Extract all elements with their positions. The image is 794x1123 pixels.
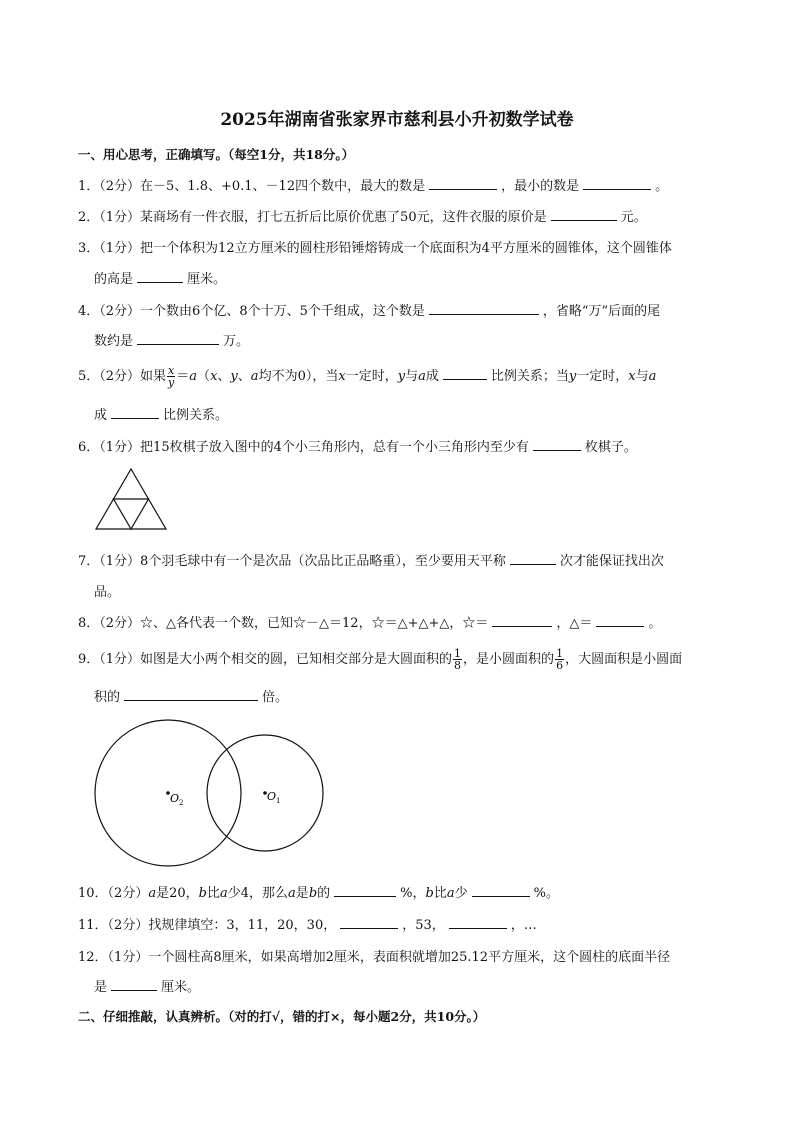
question-6 bbox=[78, 436, 637, 455]
q5-text-c: （ bbox=[197, 369, 211, 384]
q11-blank-2[interactable] bbox=[449, 915, 507, 929]
question-8 bbox=[78, 612, 661, 631]
q11-blank-1[interactable] bbox=[340, 915, 398, 929]
q8-text-c: 。 bbox=[648, 616, 662, 631]
q5-blank-1[interactable] bbox=[443, 366, 487, 380]
q5-text-e: 、 bbox=[237, 369, 251, 384]
q9-blank-1[interactable] bbox=[124, 687, 258, 701]
question-4-cont bbox=[94, 330, 249, 349]
q11-text-a: 11．（2分）找规律填空：3，11，20，30， bbox=[78, 918, 337, 933]
q12-text-a: 12．（1分）一个圆柱高8厘米，如果高增加2厘米，表面积就增加25.12平方厘米，这个圆柱的底面半径 bbox=[78, 950, 671, 965]
q10-text-m: %。 bbox=[533, 886, 559, 901]
intersecting-circles-figure bbox=[90, 712, 330, 867]
q4-text-d: 万。 bbox=[223, 334, 250, 349]
q5-var: y bbox=[397, 369, 406, 384]
q7-text-c: 品。 bbox=[94, 585, 121, 600]
q1-text-b: ，最小的数是 bbox=[501, 179, 580, 194]
q5-frac-den: y bbox=[168, 376, 175, 389]
q5-var: x bbox=[628, 369, 636, 384]
q1-blank-2[interactable] bbox=[583, 176, 651, 190]
q9-frac2-den: 6 bbox=[556, 659, 564, 672]
q9-text-c: ，大圆面积是小圆面 bbox=[565, 652, 683, 667]
exam-title: 2025年湖南省张家界市慈利县小升初数学试卷 bbox=[220, 110, 574, 130]
q10-text-k: 少 bbox=[454, 886, 468, 901]
q5-text-f: 均不为0），当 bbox=[258, 369, 339, 384]
q5-text-a: 5．（2分）如果 bbox=[78, 369, 167, 384]
q4-text-c: 数约是 bbox=[94, 334, 134, 349]
question-9 bbox=[78, 648, 682, 671]
question-5-cont bbox=[94, 404, 228, 423]
q9-text-a: 9．（1分）如图是大小两个相交的圆，已知相交部分是大圆面积的 bbox=[78, 652, 453, 667]
q5-text-m: 比例关系；当 bbox=[490, 369, 569, 384]
q10-var: b bbox=[308, 886, 318, 901]
q11-text-b: ，53， bbox=[402, 918, 445, 933]
q5-eq: ＝ bbox=[176, 369, 190, 384]
q8-text-a: 8．（2分）☆、△各代表一个数，已知☆－△＝12，☆＝△+△+△，☆＝ bbox=[78, 616, 489, 631]
q9-text-b: ，是小圆面积的 bbox=[463, 652, 555, 667]
question-12 bbox=[78, 946, 670, 965]
q5-text-q: 比例关系。 bbox=[163, 408, 229, 423]
q8-blank-2[interactable] bbox=[596, 613, 644, 627]
question-12-cont bbox=[94, 976, 200, 995]
q5-var: a bbox=[250, 369, 259, 384]
question-3-cont bbox=[94, 268, 226, 287]
q12-text-b: 是 bbox=[94, 980, 108, 995]
q3-text-b: 的高是 bbox=[94, 272, 134, 287]
question-4 bbox=[78, 300, 660, 319]
q5-blank-2[interactable] bbox=[111, 405, 159, 419]
q1-text-a: 1．（2分）在－5、1.8、+0.1、－12四个数中，最大的数是 bbox=[78, 179, 426, 194]
q4-text-a: 4．（2分）一个数由6个亿、8个十万、5个千组成，这个数是 bbox=[78, 304, 425, 319]
q10-text-b: 是20， bbox=[156, 886, 199, 901]
q10-var: b bbox=[425, 886, 434, 901]
question-2 bbox=[78, 206, 647, 225]
q5-var: x bbox=[338, 369, 346, 384]
q7-text-a: 7．（1分）8个羽毛球中有一个是次品（次品比正品略重），至少要用天平称 bbox=[78, 554, 506, 569]
q10-var: b bbox=[198, 886, 207, 901]
question-7-cont bbox=[94, 581, 120, 600]
q9-fraction-2 bbox=[555, 648, 564, 671]
q10-text-a: 10．（2分） bbox=[78, 886, 149, 901]
q10-var: a bbox=[446, 886, 455, 901]
question-7 bbox=[78, 550, 664, 569]
q8-text-b: ，△＝ bbox=[556, 616, 593, 631]
label-o2: $O_2$ bbox=[170, 792, 184, 807]
q8-blank-1[interactable] bbox=[492, 613, 552, 627]
q10-var: a bbox=[288, 886, 296, 901]
q5-frac-num: x bbox=[168, 364, 175, 377]
q5-fraction bbox=[167, 365, 175, 388]
q1-blank-1[interactable] bbox=[429, 176, 497, 190]
question-3 bbox=[78, 237, 672, 256]
inner-triangle bbox=[114, 499, 149, 529]
question-10 bbox=[78, 882, 559, 901]
q5-var: a bbox=[418, 369, 426, 384]
q6-text-b: 枚棋子。 bbox=[584, 440, 637, 455]
q4-blank-1[interactable] bbox=[429, 301, 539, 315]
q10-text-d: 少4，那么 bbox=[227, 886, 289, 901]
q4-text-b: ，省略“万”后面的尾 bbox=[542, 304, 661, 319]
q9-frac2-num: 1 bbox=[556, 647, 564, 660]
q3-blank-1[interactable] bbox=[137, 269, 183, 283]
q10-text-h: 比 bbox=[433, 886, 447, 901]
q10-text-g: %， bbox=[400, 886, 426, 901]
q10-text-f: 的 bbox=[317, 886, 331, 901]
q4-blank-2[interactable] bbox=[137, 331, 219, 345]
section-1-heading: 一、用心思考，正确填写。（每空1分，共18分。） bbox=[78, 147, 355, 162]
q5-var: y bbox=[230, 369, 238, 384]
q11-text-c: ，… bbox=[510, 918, 537, 933]
q12-blank-1[interactable] bbox=[111, 977, 157, 991]
q5-var: y bbox=[568, 369, 577, 384]
q2-text-b: 元。 bbox=[620, 210, 647, 225]
q5-text-h: 与 bbox=[405, 369, 419, 384]
q12-text-c: 厘米。 bbox=[161, 980, 201, 995]
question-9-cont bbox=[94, 686, 288, 705]
q7-blank-1[interactable] bbox=[510, 551, 556, 565]
q9-text-e: 倍。 bbox=[262, 690, 289, 705]
q10-var: a bbox=[148, 886, 157, 901]
q5-text-k: 成 bbox=[425, 369, 439, 384]
q10-text-e: 是 bbox=[295, 886, 309, 901]
q5-text-o: 与 bbox=[635, 369, 649, 384]
q9-fraction-1 bbox=[453, 648, 462, 671]
q3-text-c: 厘米。 bbox=[187, 272, 227, 287]
q3-text-a: 3．（1分）把一个体积为12立方厘米的圆柱形铅锤熔铸成一个底面积为4平方厘米的圆锥体，这个圆锥体 bbox=[78, 241, 672, 256]
triangle-figure bbox=[92, 466, 170, 532]
q5-var: x bbox=[210, 369, 218, 384]
q2-text-a: 2．（1分）某商场有一件衣服，打七五折后比原价优惠了50元，这件衣服的原价是 bbox=[78, 210, 547, 225]
question-5 bbox=[78, 365, 656, 388]
q5-text-d: 、 bbox=[217, 369, 231, 384]
q2-blank-1[interactable] bbox=[551, 207, 617, 221]
q5-text-p: 成 bbox=[94, 408, 108, 423]
question-11 bbox=[78, 914, 537, 933]
q5-text-g: 一定时， bbox=[345, 369, 398, 384]
q1-text-c: 。 bbox=[655, 179, 669, 194]
q5-text-n: 一定时， bbox=[576, 369, 629, 384]
q9-frac1-den: 8 bbox=[454, 659, 462, 672]
q6-text-a: 6．（1分）把15枚棋子放入图中的4个小三角形内，总有一个小三角形内至少有 bbox=[78, 440, 529, 455]
section-2-heading: 二、仔细推敲，认真辨析。（对的打√，错的打×，每小题2分，共10分。） bbox=[78, 1009, 486, 1024]
q9-frac1-num: 1 bbox=[454, 647, 462, 660]
q6-blank-1[interactable] bbox=[533, 437, 581, 451]
q10-blank-1[interactable] bbox=[334, 883, 396, 897]
q9-text-d: 积的 bbox=[94, 690, 121, 705]
label-o1: $O_1$ bbox=[267, 790, 281, 805]
q10-var: a bbox=[219, 886, 228, 901]
q10-blank-2[interactable] bbox=[472, 883, 530, 897]
q7-text-b: 次才能保证找出次 bbox=[559, 554, 664, 569]
question-1 bbox=[78, 175, 668, 194]
q5-var: a bbox=[648, 369, 657, 384]
q5-var: a bbox=[189, 369, 198, 384]
q10-text-c: 比 bbox=[206, 886, 220, 901]
